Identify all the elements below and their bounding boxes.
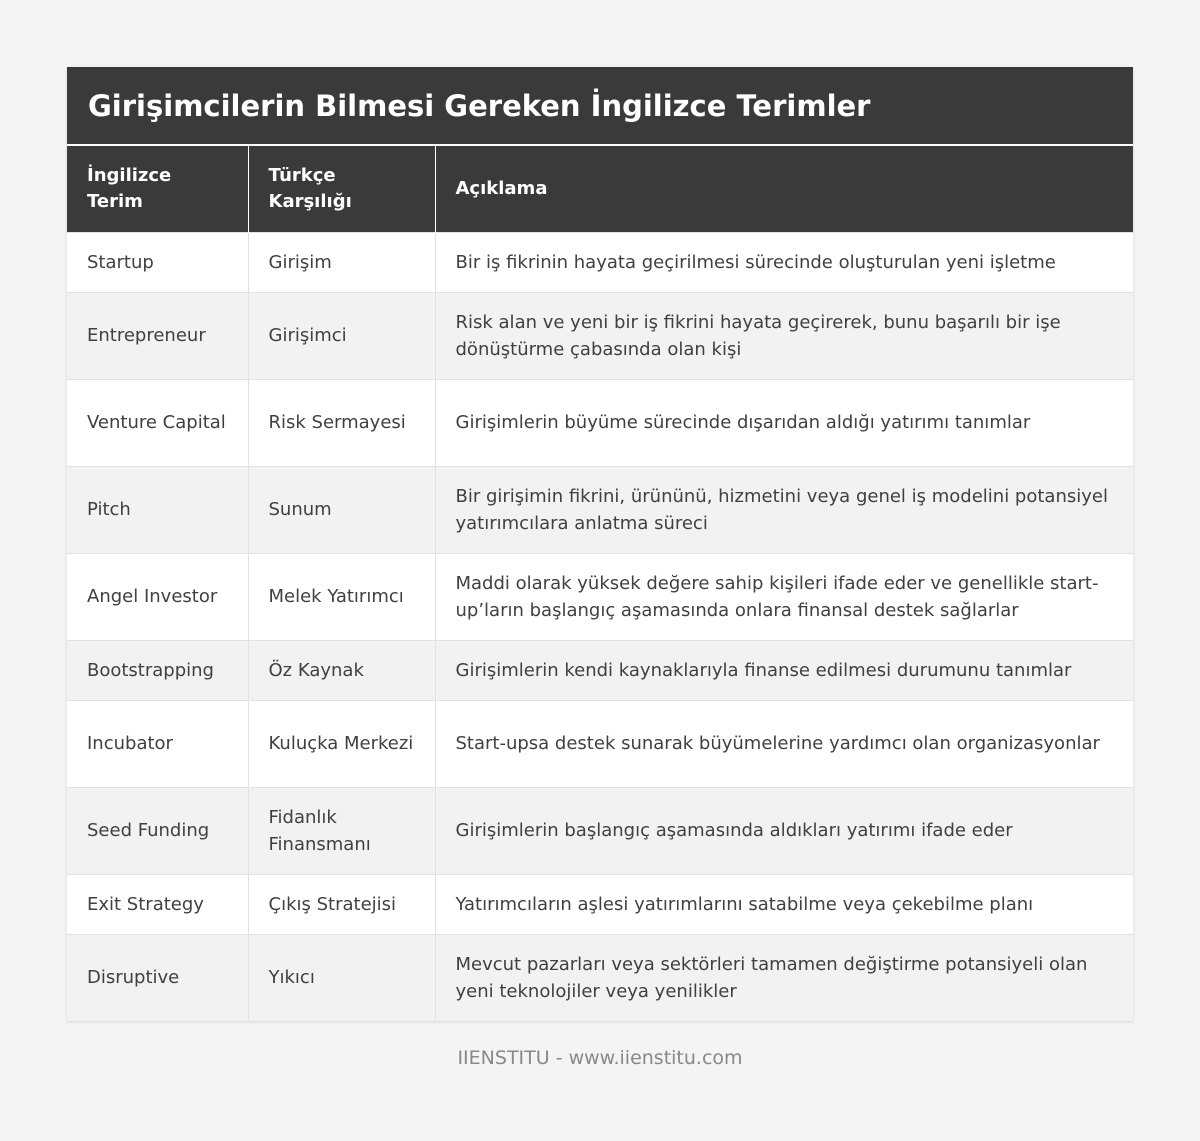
english-term-cell: Bootstrapping: [67, 640, 248, 700]
english-term-cell: Seed Funding: [67, 787, 248, 874]
column-header-description: Açıklama: [435, 145, 1133, 232]
table-row: [67, 379, 1133, 466]
turkish-term-cell: Fidanlık Finansmanı: [248, 787, 435, 874]
english-term-cell: Exit Strategy: [67, 874, 248, 934]
turkish-term-cell: Öz Kaynak: [248, 640, 435, 700]
description-cell: Girişimlerin büyüme sürecinde dışarıdan aldığı yatırımı tanımlar: [435, 379, 1133, 466]
table-row: [67, 934, 1133, 1021]
english-term-cell: Disruptive: [67, 934, 248, 1021]
description-cell: Girişimlerin kendi kaynaklarıyla finanse edilmesi durumunu tanımlar: [435, 640, 1133, 700]
description-cell: Bir iş fikrinin hayata geçirilmesi sürecinde oluşturulan yeni işletme: [435, 232, 1133, 292]
table-row: [67, 700, 1133, 787]
header-row: [67, 145, 1133, 232]
table-row: [67, 640, 1133, 700]
turkish-term-cell: Kuluçka Merkezi: [248, 700, 435, 787]
terms-card: [67, 67, 1133, 1021]
description-cell: Mevcut pazarları veya sektörleri tamamen değiştirme potansiyeli olan yeni teknolojiler veya yenilikler: [435, 934, 1133, 1021]
english-term-cell: Startup: [67, 232, 248, 292]
english-term-cell: Venture Capital: [67, 379, 248, 466]
description-cell: Girişimlerin başlangıç aşamasında aldıkları yatırımı ifade eder: [435, 787, 1133, 874]
column-header-turkish-equivalent: Türkçe Karşılığı: [248, 145, 435, 232]
table-row: [67, 232, 1133, 292]
description-cell: Risk alan ve yeni bir iş fikrini hayata geçirerek, bunu başarılı bir işe dönüştürme çabasında olan kişi: [435, 292, 1133, 379]
turkish-term-cell: Risk Sermayesi: [248, 379, 435, 466]
table-row: [67, 466, 1133, 553]
terms-table: [67, 144, 1133, 1021]
turkish-term-cell: Melek Yatırımcı: [248, 553, 435, 640]
table-row: [67, 292, 1133, 379]
footer-credit: IIENSTITU - www.iienstitu.com: [457, 1047, 743, 1069]
table-row: [67, 787, 1133, 874]
description-cell: Bir girişimin fikrini, ürününü, hizmetini veya genel iş modelini potansiyel yatırımcılara anlatma süreci: [435, 466, 1133, 553]
english-term-cell: Incubator: [67, 700, 248, 787]
turkish-term-cell: Girişimci: [248, 292, 435, 379]
turkish-term-cell: Girişim: [248, 232, 435, 292]
turkish-term-cell: Yıkıcı: [248, 934, 435, 1021]
turkish-term-cell: Sunum: [248, 466, 435, 553]
description-cell: Maddi olarak yüksek değere sahip kişileri ifade eder ve genellikle start-up’ların başlangıç aşamasında onlara finansal destek sağlarlar: [435, 553, 1133, 640]
table-title: Girişimcilerin Bilmesi Gereken İngilizce Terimler: [67, 67, 1133, 144]
english-term-cell: Pitch: [67, 466, 248, 553]
turkish-term-cell: Çıkış Stratejisi: [248, 874, 435, 934]
english-term-cell: Entrepreneur: [67, 292, 248, 379]
description-cell: Yatırımcıların aşlesi yatırımlarını satabilme veya çekebilme planı: [435, 874, 1133, 934]
table-row: [67, 553, 1133, 640]
column-header-english-term: İngilizce Terim: [67, 145, 248, 232]
description-cell: Start-upsa destek sunarak büyümelerine yardımcı olan organizasyonlar: [435, 700, 1133, 787]
english-term-cell: Angel Investor: [67, 553, 248, 640]
table-row: [67, 874, 1133, 934]
